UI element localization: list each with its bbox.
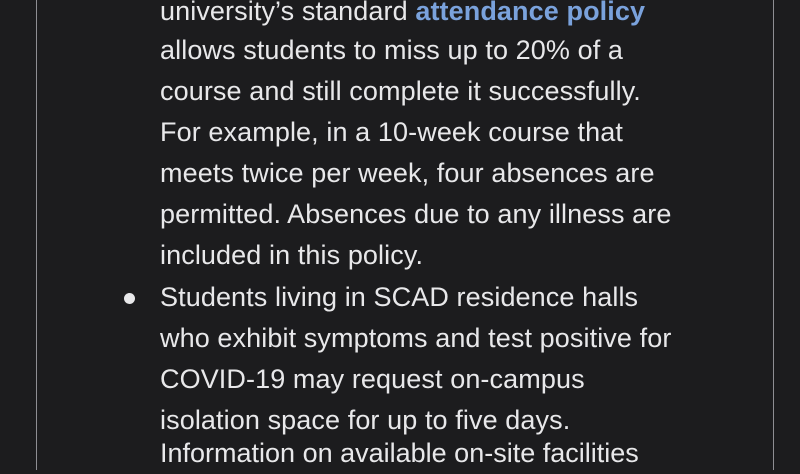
- covid-line-4: isolation space for up to five days.: [160, 405, 571, 435]
- list-bullet: [124, 293, 135, 304]
- covid-line-5-cutoff: [160, 433, 760, 468]
- policy-line-4: For example, in a 10-week course that: [160, 117, 623, 147]
- policy-line-7: included in this policy.: [160, 240, 424, 270]
- covid-line-3: COVID-19 may request on-campus: [160, 364, 585, 394]
- covid-line-5-text: Information on available on-site facilities: [160, 438, 639, 468]
- policy-line-2: allows students to miss up to 20% of a: [160, 35, 624, 65]
- attendance-policy-link[interactable]: attendance policy: [415, 0, 646, 26]
- policy-line-3: course and still complete it successfully.: [160, 76, 641, 106]
- covid-line-1: Students living in SCAD residence halls: [160, 282, 639, 312]
- policy-line-1-prefix: university’s standard: [160, 0, 416, 26]
- policy-line-5: meets twice per week, four absences are: [160, 158, 655, 188]
- covid-line-2: who exhibit symptoms and test positive for: [160, 323, 672, 353]
- policy-line-6: permitted. Absences due to any illness are: [160, 199, 672, 229]
- policy-line-1: [160, 0, 645, 32]
